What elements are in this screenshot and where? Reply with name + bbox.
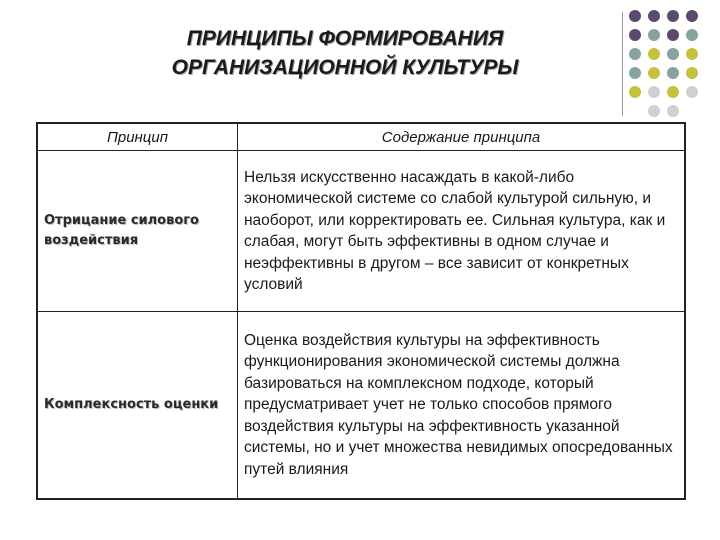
decorative-dot <box>686 29 698 41</box>
slide-title-line-1: ПРИНЦИПЫ ФОРМИРОВАНИЯ <box>186 27 504 50</box>
decorative-dot <box>648 29 660 41</box>
decorative-dot <box>629 67 641 79</box>
table-row <box>37 312 685 500</box>
decorative-dot <box>667 29 679 41</box>
decorative-dot <box>629 48 641 60</box>
decorative-dot <box>629 29 641 41</box>
decorative-dot <box>667 67 679 79</box>
principle-content: Нельзя искусственно насаждать в какой-либо экономической системе со слабой культурой сильную, и наоборот, или корректировать ее. Сильная культура, как и слабая, могут быть эффективны в одном случае и неэффективны в другом – все зависит от конкретных условий <box>244 168 666 293</box>
slide-title-line-2: ОРГАНИЗАЦИОННОЙ КУЛЬТУРЫ <box>171 56 519 79</box>
decorative-dot <box>686 67 698 79</box>
table-header-row <box>37 123 685 151</box>
principle-content: Оценка воздействия культуры на эффективность функционирования экономической системы должна базироваться на комплексном подходе, который предусматривает учет не только способов прямого воздействия культуры на эффективность указанной системы, но и учет множества невидимых опосредованных путей влияния <box>244 331 673 478</box>
decorative-dot <box>648 86 660 98</box>
principles-table <box>36 122 686 500</box>
decorative-dot <box>686 48 698 60</box>
decorative-dot <box>648 48 660 60</box>
decorative-dot <box>629 10 641 22</box>
principle-name: Отрицание силового воздействия <box>44 213 199 248</box>
table-row <box>37 151 685 312</box>
decorative-dot <box>648 67 660 79</box>
decorative-dot <box>667 105 679 117</box>
decorative-dot <box>667 10 679 22</box>
decorative-dot <box>686 86 698 98</box>
header-principle: Принцип <box>37 123 238 151</box>
principle-name: Комплексность оценки <box>44 397 219 412</box>
decorative-dot <box>686 10 698 22</box>
decorative-dot <box>629 86 641 98</box>
decorative-dot <box>648 10 660 22</box>
decorative-dot <box>667 86 679 98</box>
decorative-dot <box>648 105 660 117</box>
slide-title <box>95 24 595 82</box>
decorative-vertical-line <box>622 12 623 116</box>
header-content: Содержание принципа <box>238 123 686 151</box>
decorative-dot <box>667 48 679 60</box>
